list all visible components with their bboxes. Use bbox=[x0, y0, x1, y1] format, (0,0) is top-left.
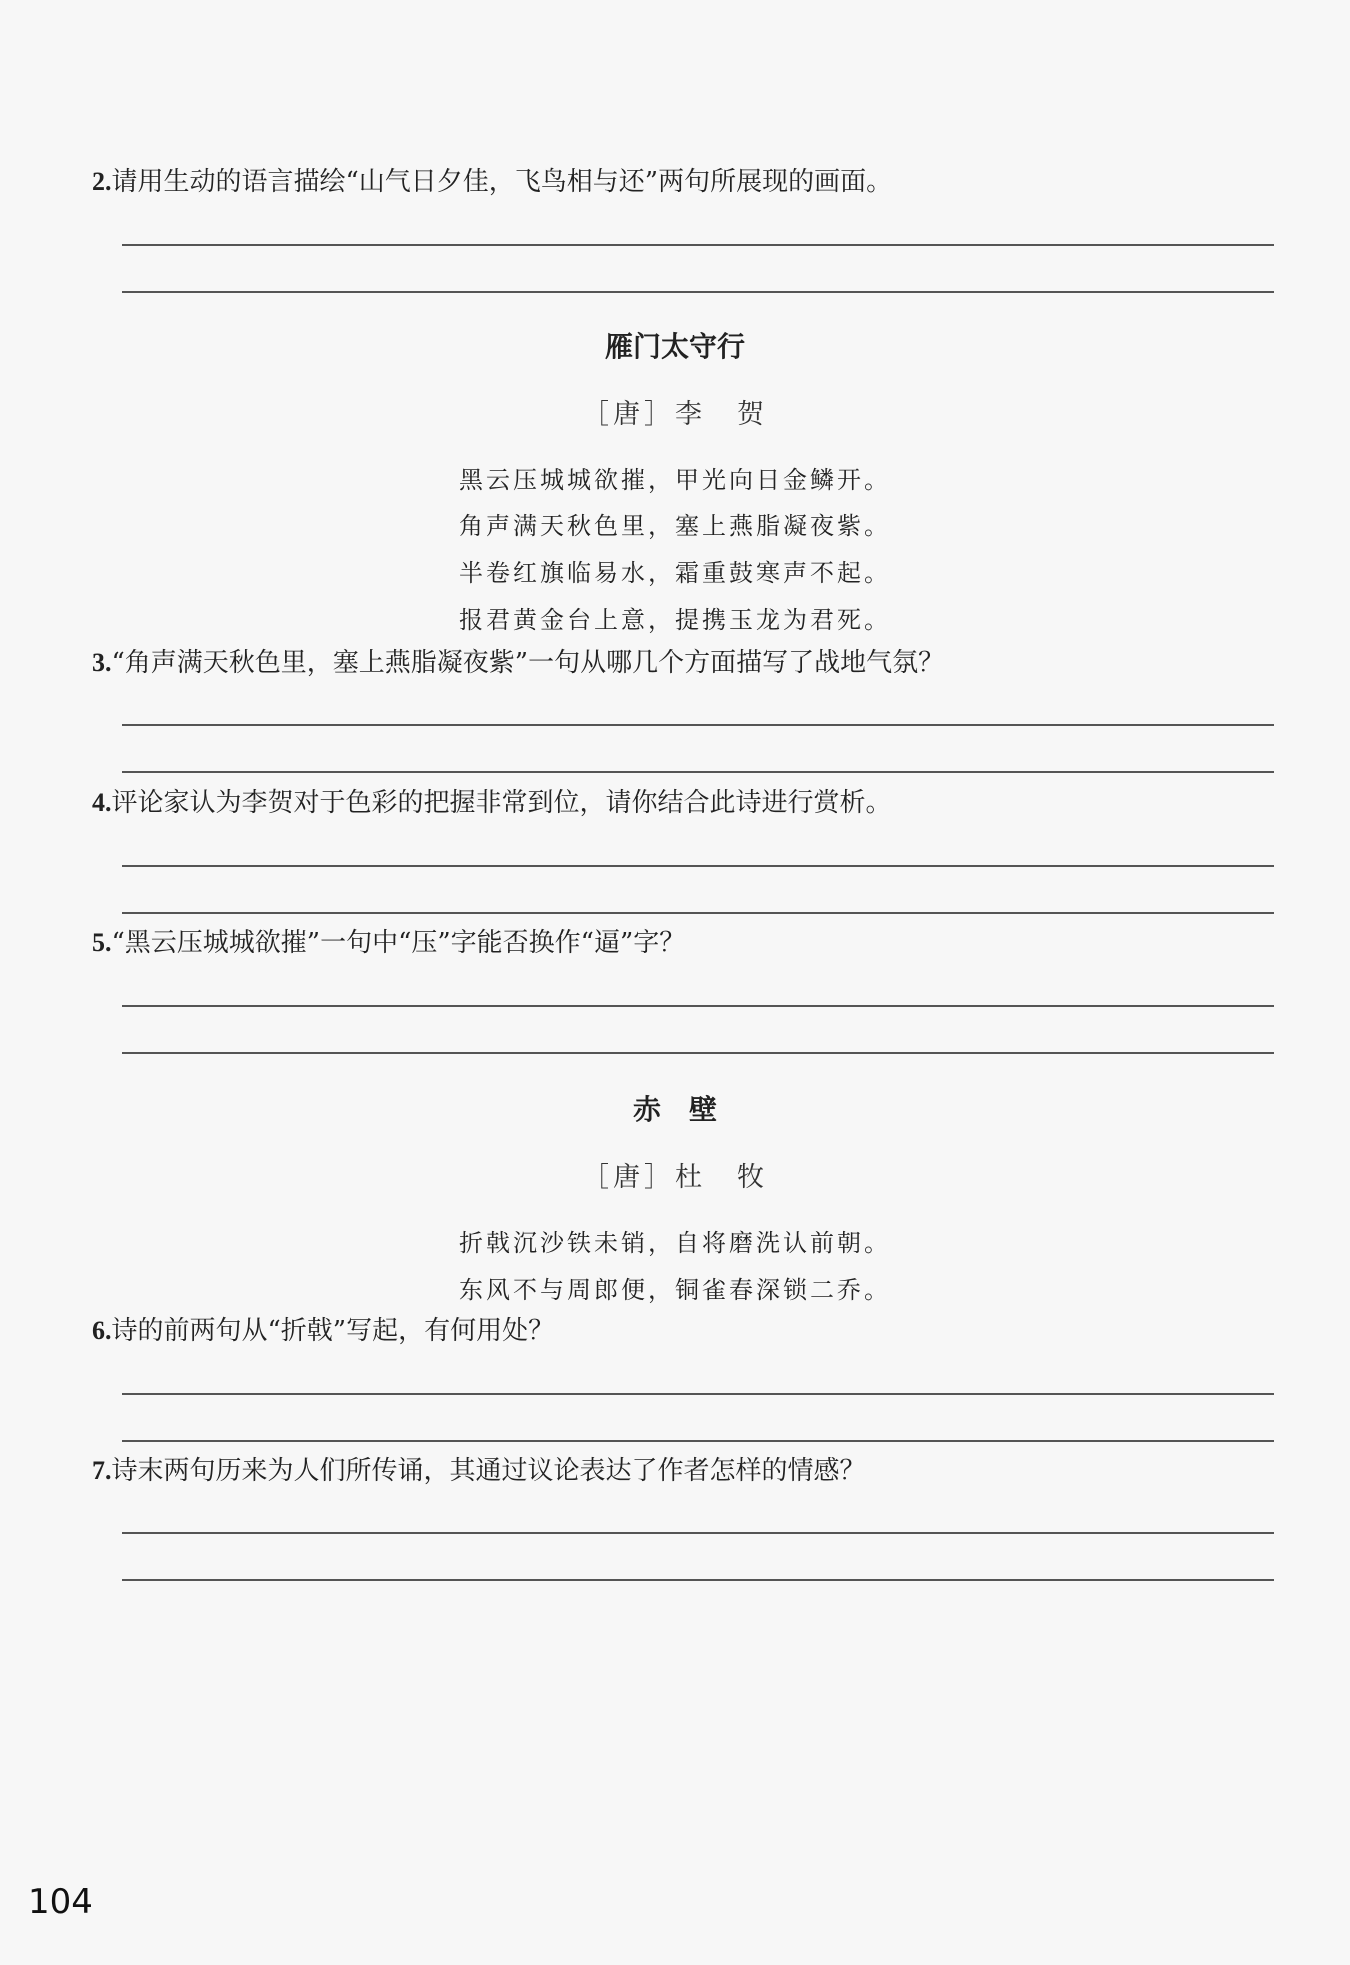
poem-title: 赤 壁 bbox=[632, 1093, 717, 1126]
answer-line[interactable] bbox=[122, 1579, 1274, 1581]
answer-line[interactable] bbox=[122, 1393, 1274, 1395]
answer-line[interactable] bbox=[122, 771, 1274, 773]
poem-line: 折戟沉沙铁未销，自将磨洗认前朝。 bbox=[459, 1229, 891, 1257]
question-7 bbox=[92, 1454, 866, 1488]
question-number: 3. bbox=[92, 648, 112, 677]
poem-author: ［唐］李 贺 bbox=[582, 399, 768, 430]
question-text: 诗的前两句从“折戟”写起，有何用处？ bbox=[111, 1316, 555, 1346]
poem-line: 角声满天秋色里，塞上燕脂凝夜紫。 bbox=[459, 512, 891, 540]
question-2 bbox=[92, 165, 892, 199]
question-number: 7. bbox=[92, 1456, 112, 1485]
question-6 bbox=[92, 1314, 554, 1348]
answer-line[interactable] bbox=[122, 1052, 1274, 1054]
question-number: 2. bbox=[92, 167, 112, 196]
answer-line[interactable] bbox=[122, 244, 1274, 246]
question-number: 6. bbox=[92, 1316, 112, 1345]
question-number: 4. bbox=[92, 788, 112, 817]
question-3 bbox=[92, 646, 944, 680]
poem-author: ［唐］杜 牧 bbox=[582, 1162, 768, 1193]
answer-line[interactable] bbox=[122, 1440, 1274, 1442]
question-text: 请用生动的语言描绘“山气日夕佳，飞鸟相与还”两句所展现的画面。 bbox=[111, 167, 893, 197]
answer-line[interactable] bbox=[122, 865, 1274, 867]
question-text: 诗末两句历来为人们所传诵，其通过议论表达了作者怎样的情感？ bbox=[111, 1456, 866, 1486]
question-4 bbox=[92, 786, 892, 820]
answer-line[interactable] bbox=[122, 912, 1274, 914]
answer-line[interactable] bbox=[122, 1005, 1274, 1007]
question-text: “黑云压城城欲摧”一句中“压”字能否换作“逼”字？ bbox=[111, 928, 686, 958]
poem-line: 半卷红旗临易水，霜重鼓寒声不起。 bbox=[459, 559, 891, 587]
answer-line[interactable] bbox=[122, 291, 1274, 293]
poem-line: 报君黄金台上意，提携玉龙为君死。 bbox=[459, 606, 891, 634]
page-number: 104 bbox=[28, 1882, 93, 1922]
answer-line[interactable] bbox=[122, 1532, 1274, 1534]
question-text: “角声满天秋色里，塞上燕脂凝夜紫”一句从哪几个方面描写了战地气氛？ bbox=[111, 648, 945, 678]
poem-line: 黑云压城城欲摧，甲光向日金鳞开。 bbox=[459, 466, 891, 494]
question-number: 5. bbox=[92, 928, 112, 957]
poem-line: 东风不与周郎便，铜雀春深锁二乔。 bbox=[459, 1276, 891, 1304]
poem-title: 雁门太守行 bbox=[604, 330, 745, 363]
answer-line[interactable] bbox=[122, 724, 1274, 726]
question-text: 评论家认为李贺对于色彩的把握非常到位，请你结合此诗进行赏析。 bbox=[111, 788, 892, 818]
question-5 bbox=[92, 926, 685, 960]
